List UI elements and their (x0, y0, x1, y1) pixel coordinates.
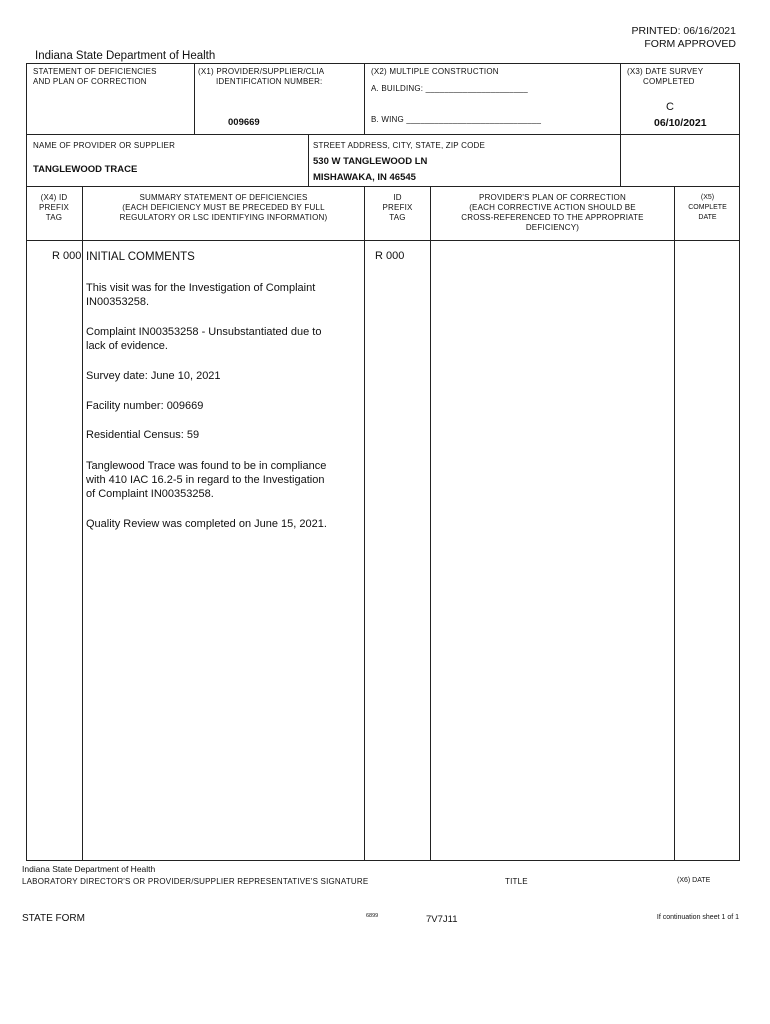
paragraph-line: Residential Census: 59 (86, 429, 200, 441)
x3-label: (X3) DATE SURVEY (627, 67, 704, 76)
survey-date: 06/10/2021 (654, 117, 707, 129)
footer-agency: Indiana State Department of Health (22, 864, 156, 874)
summary-header (83, 193, 364, 223)
paragraph-line: with 410 IAC 16.2-5 in regard to the Investigation (86, 474, 325, 486)
entry-paragraph (86, 281, 315, 309)
prefix-tag: R 000 (52, 250, 82, 262)
x4-header-line: PREFIX (38, 203, 70, 212)
x5-header-line: DATE (698, 214, 717, 221)
divider (26, 134, 740, 135)
x5-header-line: (X5) (700, 194, 715, 201)
x3-label: COMPLETED (643, 77, 695, 86)
entry-paragraph (86, 428, 199, 442)
divider (364, 186, 365, 861)
provider-name-label: NAME OF PROVIDER OR SUPPLIER (33, 141, 176, 150)
id-header-line: TAG (389, 213, 406, 222)
building-field: A. BUILDING: ______________________ (371, 84, 528, 93)
paragraph-line: Complaint IN00353258 - Unsubstantiated due to (86, 326, 322, 338)
divider (308, 134, 309, 186)
x1-label: IDENTIFICATION NUMBER: (216, 77, 323, 86)
entry-paragraph (86, 369, 221, 383)
address-line-1: 530 W TANGLEWOOD LN (313, 156, 428, 167)
summary-header-line: REGULATORY OR LSC IDENTIFYING INFORMATION) (119, 213, 328, 222)
x1-label: (X1) PROVIDER/SUPPLIER/CLIA (198, 67, 325, 76)
entry-paragraph (86, 325, 321, 353)
id-header-line: PREFIX (382, 203, 413, 212)
continuation-sheet: If continuation sheet 1 of 1 (656, 914, 739, 921)
title-label: TITLE (505, 877, 528, 886)
plan-header-line: PROVIDER'S PLAN OF CORRECTION (479, 193, 626, 202)
address-label: STREET ADDRESS, CITY, STATE, ZIP CODE (313, 141, 486, 150)
divider (620, 134, 621, 186)
x2-label: (X2) MULTIPLE CONSTRUCTION (371, 67, 499, 76)
paragraph-line: Quality Review was completed on June 15, 2021. (86, 518, 327, 530)
statement-label: STATEMENT OF DEFICIENCIES (33, 67, 157, 76)
paragraph-line: Tanglewood Trace was found to be in compliance (86, 460, 327, 472)
entry-paragraph (86, 517, 327, 531)
form-number: 6899 (366, 913, 379, 919)
divider (364, 63, 365, 134)
printed-date: PRINTED: 06/16/2021 (631, 25, 736, 37)
divider (82, 186, 83, 861)
divider (620, 63, 621, 134)
plan-header-line: (EACH CORRECTIVE ACTION SHOULD BE (469, 203, 636, 212)
paragraph-line: lack of evidence. (86, 340, 168, 352)
divider (674, 186, 675, 861)
summary-header-line: (EACH DEFICIENCY MUST BE PRECEDED BY FULL (122, 203, 325, 212)
event-id: 7V7J11 (426, 914, 458, 925)
provider-name: TANGLEWOOD TRACE (33, 164, 138, 175)
plan-header-line: DEFICIENCY) (525, 223, 580, 232)
divider (26, 186, 740, 187)
paragraph-line: Facility number: 009669 (86, 400, 204, 412)
provider-id: 009669 (228, 117, 260, 128)
survey-type: C (666, 101, 674, 113)
statement-label: AND PLAN OF CORRECTION (33, 77, 147, 86)
divider (430, 186, 431, 861)
wing-field: B. WING _____________________________ (371, 115, 542, 124)
summary-header-line: SUMMARY STATEMENT OF DEFICIENCIES (139, 193, 308, 202)
paragraph-line: of Complaint IN00353258. (86, 488, 214, 500)
id-header (365, 193, 430, 223)
x5-header (675, 193, 740, 223)
plan-header-line: CROSS-REFERENCED TO THE APPROPRIATE (461, 213, 644, 222)
state-form-label: STATE FORM (22, 913, 85, 924)
x4-header-line: TAG (45, 213, 63, 222)
address-line-2: MISHAWAKA, IN 46545 (313, 172, 416, 183)
paragraph-line: IN00353258. (86, 296, 149, 308)
id-header-line: ID (393, 193, 402, 202)
x6-date-label: (X6) DATE (677, 877, 711, 884)
paragraph-line: Survey date: June 10, 2021 (86, 370, 221, 382)
agency-name: Indiana State Department of Health (35, 50, 216, 62)
entry-paragraph (86, 459, 326, 501)
divider (194, 63, 195, 134)
x4-header (26, 193, 82, 223)
x5-header-line: COMPLETE (688, 204, 727, 211)
signature-label: LABORATORY DIRECTOR'S OR PROVIDER/SUPPLIER REPRESENTATIVE'S SIGNATURE (22, 877, 369, 886)
plan-header (431, 193, 674, 233)
divider (26, 240, 740, 241)
x4-header-line: (X4) ID (40, 193, 68, 202)
entry-paragraph (86, 399, 203, 413)
entry-heading: INITIAL COMMENTS (86, 251, 195, 263)
form-approved: FORM APPROVED (644, 38, 736, 50)
id-tag: R 000 (375, 250, 405, 262)
paragraph-line: This visit was for the Investigation of Complaint (86, 282, 316, 294)
